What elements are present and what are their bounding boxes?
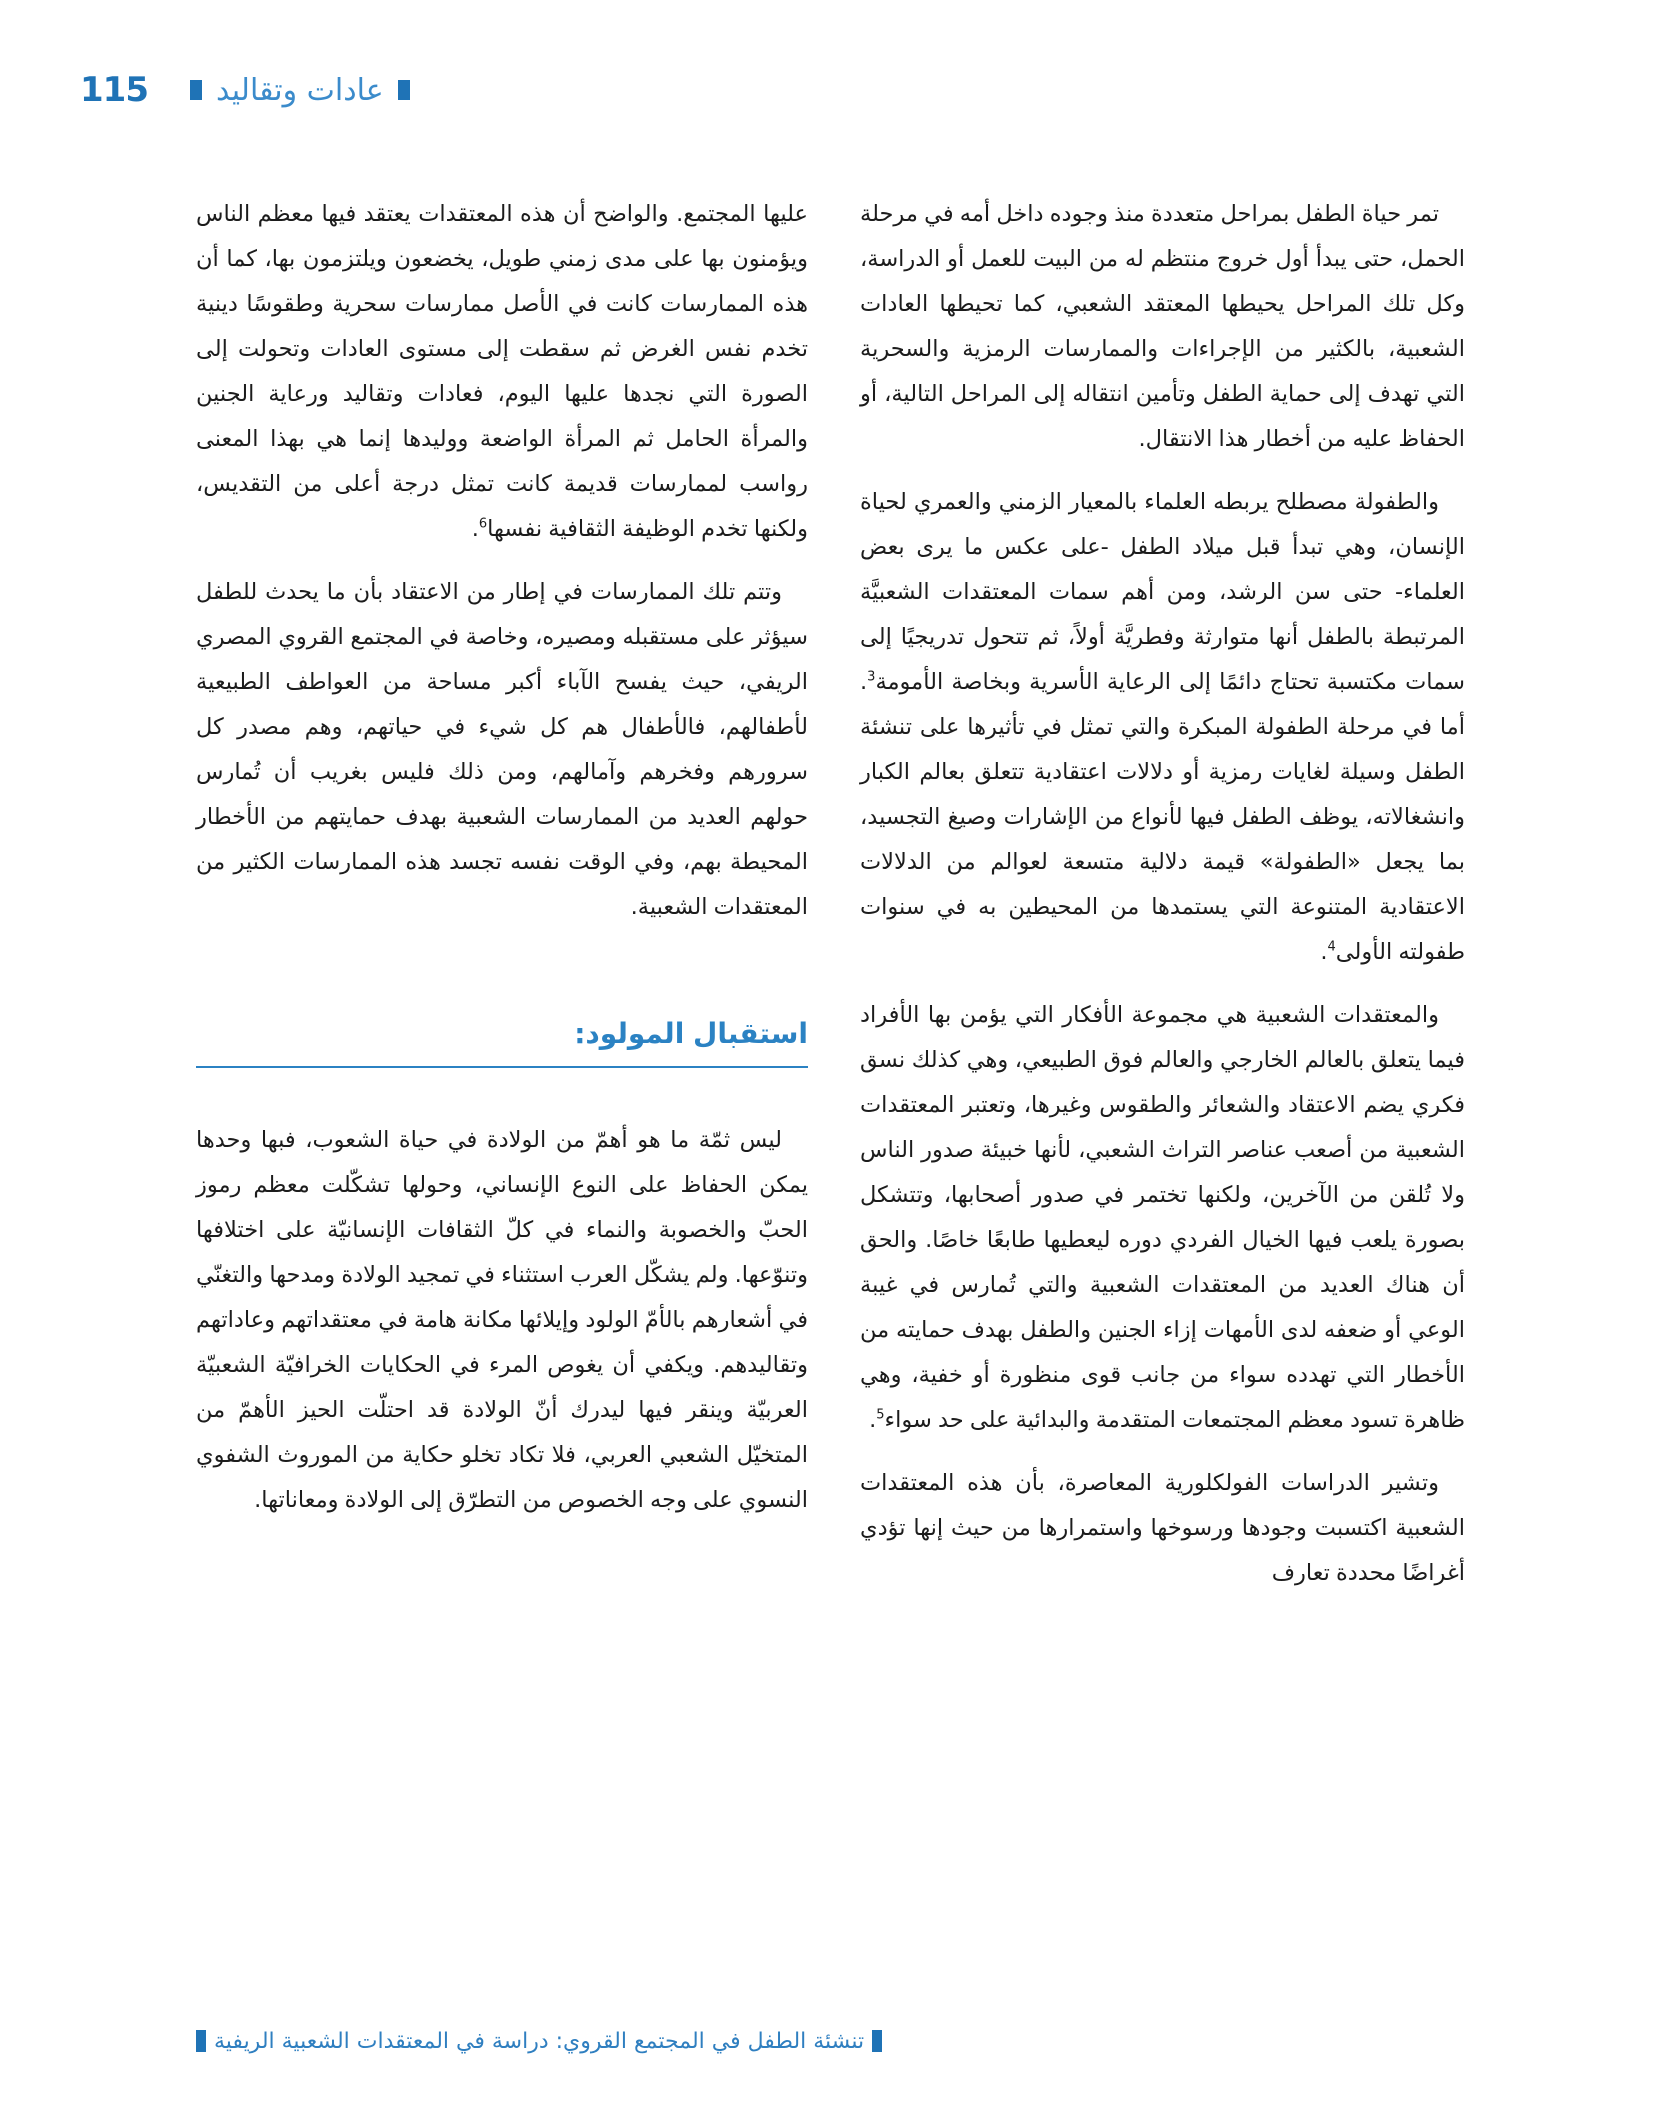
right-column [860,192,1465,1596]
paragraph: والطفولة مصطلح يربطه العلماء بالمعيار الزمني والعمري لحياة الإنسان، وهي تبدأ قبل ميلاد الطفل -على عكس ما يرى بعض العلماء- حتى سن الرشد، ومن أهم سمات المعتقدات الشعبيَّة المرتبطة بالطفل أنها متوارثة وفطريَّة أولاً، ثم تتحول تدريجيًا إلى سمات مكتسبة تحتاج دائمًا إلى الرعاية الأسرية وبخاصة الأمومة$^3$. أما في مرحلة الطفولة المبكرة والتي تمثل في تأثيرها على تنشئة الطفل وسيلة لغايات رمزية أو دلالات اعتقادية تتعلق بعالم الكبار وانشغالاته، يوظف الطفل فيها لأنواع من الإشارات وصيغ التجسيد، بما يجعل «الطفولة» قيمة دلالية متسعة لعوالم من الدلالات الاعتقادية المتنوعة التي يستمدها من المحيطين به في سنوات طفولته الأولى$^4$. [860,489,1465,965]
footnote-ref: 3 [867,669,876,685]
running-head [190,70,410,110]
square-bullet-icon [872,2030,882,2052]
square-bullet-icon [398,80,410,100]
footnote-ref: 5 [876,1407,885,1423]
heading-divider [196,1066,808,1068]
footnote-ref: 4 [1327,939,1336,955]
page-number: 115 [80,70,148,110]
footnote-ref: 6 [478,516,488,532]
paragraph: تمر حياة الطفل بمراحل متعددة منذ وجوده داخل أمه في مرحلة الحمل، حتى يبدأ أول خروج منتظم له من البيت للعمل أو الدراسة، وكل تلك المراحل يحيطها المعتقد الشعبي، كما تحيطها العادات الشعبية، بالكثير من الإجراءات والممارسات الرمزية والسحرية التي تهدف إلى حماية الطفل وتأمين انتقاله إلى المراحل التالية، أو الحفاظ عليه من أخطار هذا الانتقال. [860,201,1465,452]
square-bullet-icon [190,80,202,100]
paragraph: عليها المجتمع. والواضح أن هذه المعتقدات يعتقد فيها معظم الناس ويؤمنون بها على مدى زمني طويل، يخضعون ويلتزمون بها، كما أن هذه الممارسات كانت في الأصل ممارسات سحرية وطقوسًا دينية تخدم نفس الغرض ثم سقطت إلى مستوى العادات وتحولت إلى الصورة التي نجدها عليها اليوم، فعادات وتقاليد ورعاية الجنين والمرأة الحامل ثم المرأة الواضعة ووليدها إنما هي بهذا المعنى رواسب لممارسات قديمة كانت تمثل درجة أعلى من التقديس، ولكنها تخدم الوظيفة الثقافية نفسها$^6$. [196,201,808,542]
footer-title: تنشئة الطفل في المجتمع القروي: دراسة في المعتقدات الشعبية الريفية [214,2028,865,2054]
left-column [196,192,808,1523]
section-title: عادات وتقاليد [216,72,384,108]
paragraph: وتتم تلك الممارسات في إطار من الاعتقاد بأن ما يحدث للطفل سيؤثر على مستقبله ومصيره، وخاصة في المجتمع القروي المصري الريفي، حيث يفسح الآباء أكبر مساحة من العواطف الطبيعية لأطفالهم، فالأطفال هم كل شيء في حياتهم، وهم مصدر كل سرورهم وفخرهم وآمالهم، ومن ذلك فليس بغريب أن تُمارس حولهم العديد من الممارسات الشعبية بهدف حمايتهم من الأخطار المحيطة بهم، وفي الوقت نفسه تجسد هذه الممارسات الكثير من المعتقدات الشعبية. [196,579,808,920]
paragraph: ليس ثمّة ما هو أهمّ من الولادة في حياة الشعوب، فبها وحدها يمكن الحفاظ على النوع الإنساني، وحولها تشكّلت معظم رموز الحبّ والخصوبة والنماء في كلّ الثقافات الإنسانيّة على اختلافها وتنوّعها. ولم يشكّل العرب استثناء في تمجيد الولادة ومدحها والتغنّي في أشعارهم بالأمّ الولود وإيلائها مكانة هامة في معتقداتهم وعاداتهم وتقاليدهم. ويكفي أن يغوص المرء في الحكايات الخرافيّة الشعبيّة العربيّة وينقر فيها ليدرك أنّ الولادة قد احتلّت الحيز الأهمّ من المتخيّل الشعبي العربي، فلا تكاد تخلو حكاية من الموروث الشفوي النسوي على وجه الخصوص من التطرّق إلى الولادة ومعاناتها. [196,1127,808,1513]
square-bullet-icon [196,2030,206,2052]
page-footer [196,2024,882,2058]
section-heading-block [196,1010,808,1068]
paragraph: وتشير الدراسات الفولكلورية المعاصرة، بأن هذه المعتقدات الشعبية اكتسبت وجودها ورسوخها واستمرارها من حيث إنها تؤدي أغراضًا محددة تعارف [860,1470,1465,1586]
page-header [0,66,1654,114]
paragraph: والمعتقدات الشعبية هي مجموعة الأفكار التي يؤمن بها الأفراد فيما يتعلق بالعالم الخارجي والعالم فوق الطبيعي، وهي كذلك نسق فكري يضم الاعتقاد والشعائر والطقوس وغيرها، وتعتبر المعتقدات الشعبية من أصعب عناصر التراث الشعبي، لأنها خبيئة صدور الناس ولا تُلقن من الآخرين، ولكنها تختمر في صدور أصحابها، وتتشكل بصورة يلعب فيها الخيال الفردي دوره ليعطيها طابعًا خاصًا. والحق أن هناك العديد من المعتقدات الشعبية والتي تُمارس في غيبة الوعي أو ضعفه لدى الأمهات إزاء الجنين والطفل بهدف حمايته من الأخطار التي تهدده سواء من جانب قوى منظورة أو خفية، وهي ظاهرة تسود معظم المجتمعات المتقدمة والبدائية على حد سواء$^5$. [860,1002,1465,1433]
section-heading: استقبال المولود: [574,1017,808,1050]
